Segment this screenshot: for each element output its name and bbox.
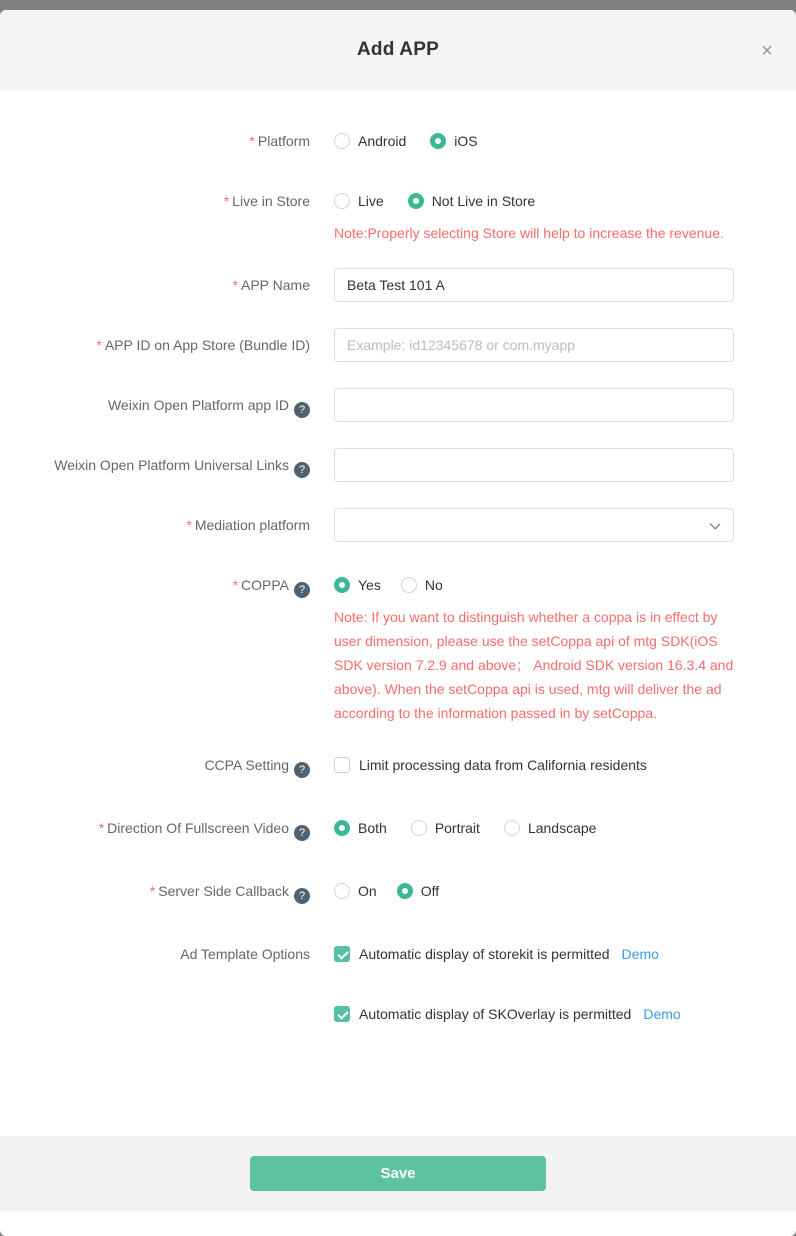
modal-body [0, 90, 796, 1136]
live-in-store-note: Note:Properly selecting Store will help to increase the revenue. [334, 225, 724, 241]
modal-header [0, 10, 796, 90]
row-weixin-universal-links [0, 448, 796, 482]
close-icon[interactable]: × [761, 40, 773, 62]
row-platform [0, 131, 796, 151]
radio-label: Both [358, 820, 387, 836]
help-icon[interactable]: ? [294, 762, 310, 778]
mediation-platform-select[interactable] [334, 508, 734, 542]
ad-template-options-label: Ad Template Options [180, 946, 310, 962]
checkbox-icon-checked [334, 1006, 350, 1022]
app-name-input[interactable] [334, 268, 734, 302]
mediation-platform-label: * Mediation platform [186, 517, 310, 533]
checkbox-label: Automatic display of SKOverlay is permitted [359, 1006, 632, 1022]
row-app-id [0, 328, 796, 362]
radio-ios[interactable] [430, 131, 477, 151]
storekit-checkbox[interactable] [334, 944, 610, 964]
radio-icon-selected [408, 193, 424, 209]
skoverlay-checkbox[interactable] [334, 1004, 631, 1024]
ccpa-label: CCPA Setting ? [0, 755, 310, 778]
radio-landscape[interactable] [504, 818, 597, 838]
help-icon[interactable]: ? [294, 462, 310, 478]
radio-icon [504, 820, 520, 836]
radio-off[interactable] [397, 881, 439, 901]
required-mark: * [223, 193, 230, 209]
radio-label: Off [420, 883, 440, 899]
weixin-app-id-input[interactable] [334, 388, 734, 422]
server-side-callback-options [334, 881, 734, 901]
row-weixin-app-id [0, 388, 796, 422]
radio-coppa-no[interactable] [401, 575, 443, 595]
checkbox-label: Limit processing data from California residents [359, 757, 647, 773]
storekit-demo-link[interactable]: Demo [621, 946, 659, 962]
row-direction [0, 818, 796, 841]
radio-label: iOS [454, 133, 478, 149]
required-mark: * [232, 277, 238, 293]
help-icon[interactable]: ? [294, 888, 310, 904]
weixin-universal-links-label: Weixin Open Platform Universal Links ? [0, 448, 310, 482]
radio-android[interactable] [334, 131, 406, 151]
coppa-note: Note: If you want to distinguish whether a coppa is in effect by user dimension, please use the setCoppa api of mtg SDK(iOS SDK version 7.2.9 and above； Android SDK version 16.3.4 and above). When the setCoppa api is used, mtg will deliver the ad according to the information passed in by setCoppa. [334, 609, 734, 721]
required-mark: * [249, 133, 255, 149]
live-in-store-label: * Live in Store [223, 193, 310, 209]
direction-label: * Direction Of Fullscreen Video ? [0, 818, 310, 841]
direction-options [334, 818, 734, 838]
radio-icon-selected [430, 133, 446, 149]
row-ad-template-2 [0, 1004, 796, 1024]
radio-coppa-yes[interactable] [334, 575, 381, 595]
chevron-down-icon [710, 519, 721, 530]
radio-live[interactable] [334, 191, 384, 211]
radio-icon-selected [397, 883, 413, 899]
row-ad-template-1 [0, 944, 796, 964]
radio-label: Portrait [434, 820, 480, 836]
radio-label: Android [358, 133, 407, 149]
radio-icon-selected [334, 577, 350, 593]
app-id-input[interactable] [334, 328, 734, 362]
modal-title: Add APP [357, 39, 439, 60]
required-mark: * [149, 883, 156, 899]
radio-icon [411, 820, 427, 836]
radio-icon [334, 133, 350, 149]
required-mark: * [232, 577, 239, 593]
platform-label: * Platform [249, 133, 310, 149]
radio-label: On [358, 883, 377, 899]
app-id-label: * APP ID on App Store (Bundle ID) [96, 337, 310, 353]
required-mark: * [96, 337, 102, 353]
row-coppa [0, 575, 796, 725]
save-button[interactable]: Save [250, 1156, 546, 1191]
radio-label: No [424, 577, 443, 593]
row-ccpa [0, 755, 796, 778]
required-mark: * [186, 517, 192, 533]
radio-icon [401, 577, 417, 593]
ccpa-checkbox[interactable] [334, 755, 647, 775]
checkbox-icon-unchecked [334, 757, 350, 773]
skoverlay-demo-link[interactable]: Demo [643, 1006, 681, 1022]
help-icon[interactable]: ? [294, 582, 310, 598]
weixin-universal-links-input[interactable] [334, 448, 734, 482]
coppa-label: * COPPA ? [0, 575, 310, 598]
row-server-side-callback [0, 881, 796, 904]
app-name-label: * APP Name [232, 277, 310, 293]
radio-on[interactable] [334, 881, 377, 901]
weixin-app-id-label: Weixin Open Platform app ID ? [0, 388, 310, 422]
radio-portrait[interactable] [411, 818, 480, 838]
platform-options [334, 131, 734, 151]
row-app-name [0, 268, 796, 302]
row-mediation-platform [0, 508, 796, 542]
add-app-modal [0, 10, 796, 1236]
radio-both[interactable] [334, 818, 387, 838]
coppa-options [334, 575, 734, 595]
modal-footer [0, 1136, 796, 1211]
checkbox-label: Automatic display of storekit is permitted [359, 946, 610, 962]
radio-icon-selected [334, 820, 350, 836]
checkbox-icon-checked [334, 946, 350, 962]
radio-label: Not Live in Store [431, 193, 536, 209]
radio-label: Landscape [527, 820, 597, 836]
help-icon[interactable]: ? [294, 402, 310, 418]
radio-icon [334, 883, 350, 899]
help-icon[interactable]: ? [294, 825, 310, 841]
radio-label: Yes [358, 577, 381, 593]
required-mark: * [98, 820, 105, 836]
radio-not-live-in-store[interactable] [408, 191, 536, 211]
row-live-in-store [0, 191, 796, 245]
radio-label: Live [358, 193, 384, 209]
radio-icon [334, 193, 350, 209]
live-in-store-options [334, 191, 734, 211]
server-side-callback-label: * Server Side Callback ? [0, 881, 310, 904]
